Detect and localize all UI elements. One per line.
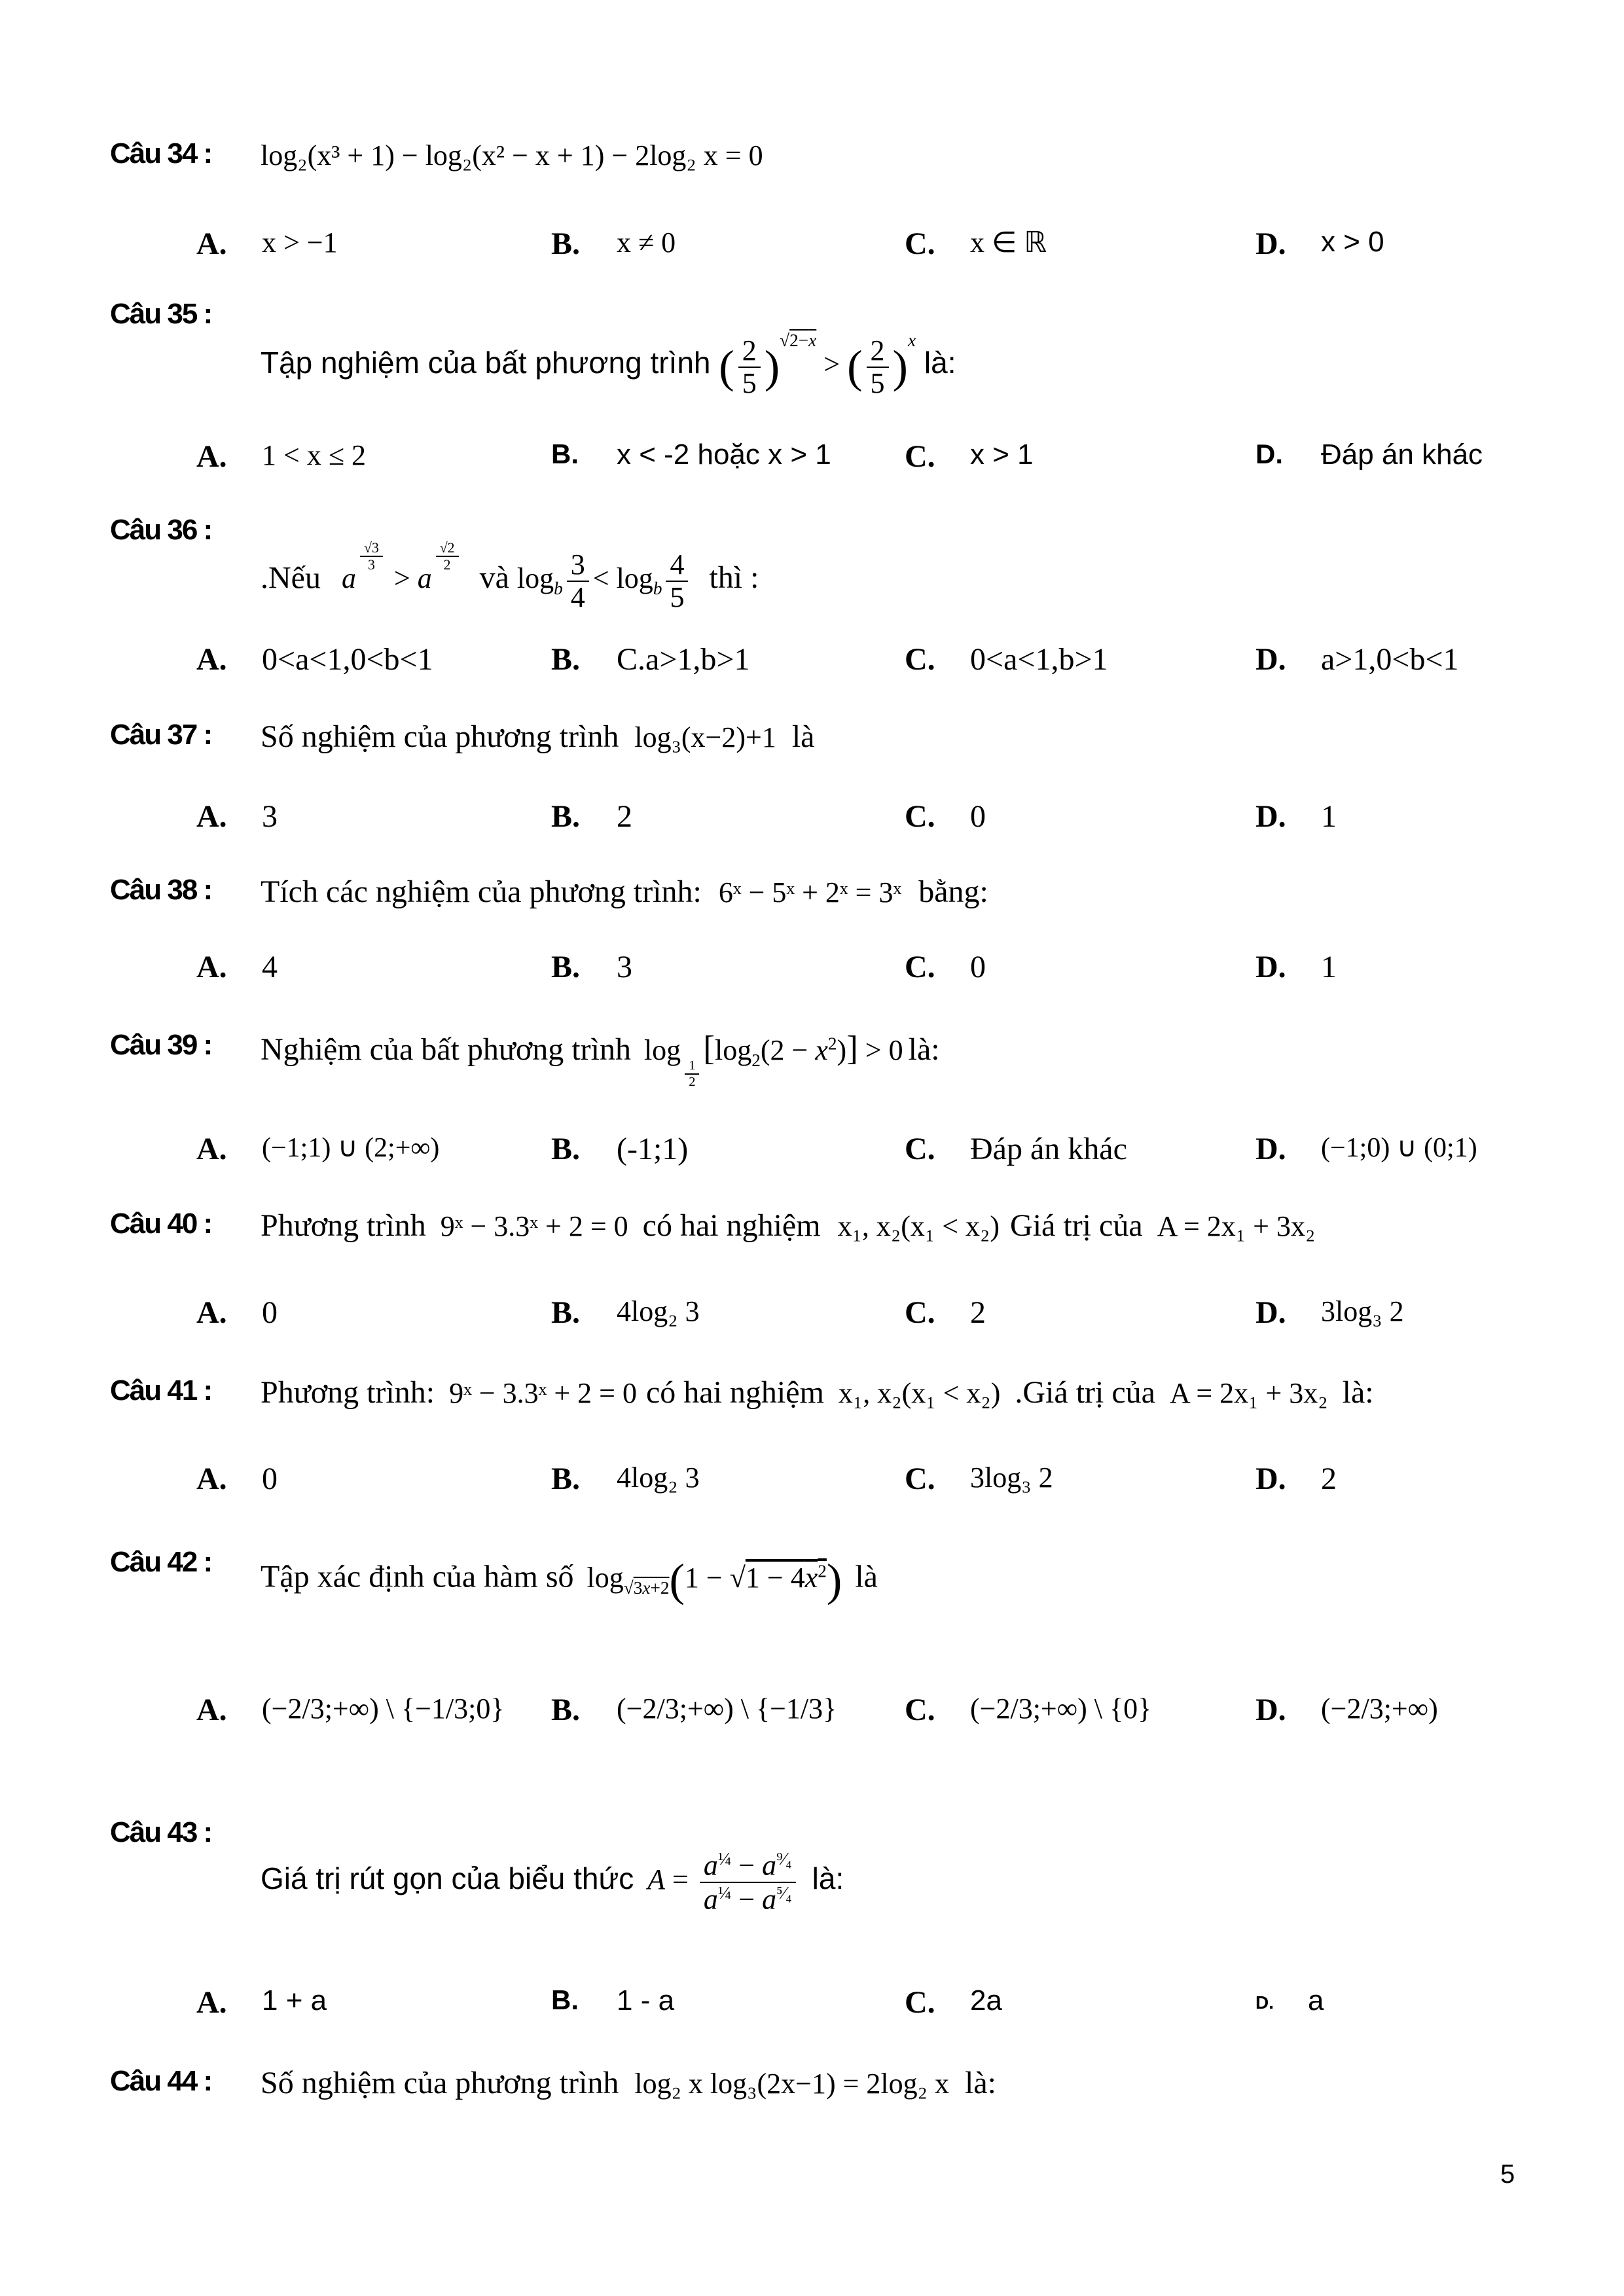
question-stem: Giá trị rút gọn của biểu thức A = $\frac{a^{\frac{1}{4}} - a^{^9⁄_4}}{a^{\frac{1}{4}} - a^{^5⁄_4}}$ là: (261, 1849, 844, 1916)
question-number: Câu 42 : (110, 1546, 212, 1578)
question-stem: log₂(x³ + 1) − log₂(x² − x + 1) − 2log₂ x = 0 (261, 139, 763, 171)
simplify-expression: A = $\frac{a^{\frac{1}{4}} - a^{^9⁄_4}}{a^{\frac{1}{4}} - a^{^5⁄_4}}$ (647, 1863, 807, 1895)
inequality-expression: ( $\frac{2}{5}$ )$^{√2-x}$ > ( $\frac{2}{5}$ )$^x$ (719, 331, 916, 399)
power-comparison: a $^{\frac{√3}{3}}$ > a $^{\frac{√2}{2}}$ (342, 562, 463, 594)
question-stem: Số nghiệm của phương trình log₃(x−2)+1 là (261, 719, 815, 754)
log-comparison: $\log_b$ $\frac{3}{4}$ < $\log_b$ $\frac{4}{5}$ (517, 562, 693, 594)
page-number: 5 (1500, 2160, 1515, 2189)
question-stem: Số nghiệm của phương trình log₂ x log₃(2x−1) = 2log₂ x là: (261, 2066, 996, 2100)
question-number: Câu 44 : (110, 2065, 212, 2097)
question-stem: Phương trình: 9ˣ − 3.3ˣ + 2 = 0 có hai nghiệm x₁, x₂(x₁ < x₂) .Giá trị của A = 2x₁ + 3x₂ là: (261, 1375, 1374, 1410)
question-stem: Tập nghiệm của bất phương trình ( $\frac{2}{5}$ )$^{√2-x}$ > ( $\frac{2}{5}$ )$^x$ là: (261, 331, 956, 399)
question-number: Câu 43 : (110, 1816, 212, 1848)
question-number: Câu 40 : (110, 1208, 212, 1240)
question-number: Câu 36 : (110, 514, 212, 546)
log-domain-expression: $\log_{√3x+2}(1 - √1 - 4x^2)$ (586, 1554, 842, 1605)
question-stem: .Nếu a $^{\frac{√3}{3}}$ > a $^{\frac{√2}{2}}$ và $\log_b$ $\frac{3}{4}$ < $\log_b$ $\frac{4}{5}$ thì : (261, 540, 759, 614)
question-stem: Nghiệm của bất phương trình log $_{\frac{1}{2}}$ $[\log_2(2 - x^2)] > 0$ là: (261, 1030, 940, 1089)
question-stem: Tập xác định của hàm số $\log_{√3x+2}(1 - √1 - 4x^2)$ là (261, 1554, 878, 1605)
question-number: Câu 41 : (110, 1374, 212, 1407)
question-stem: Tích các nghiệm của phương trình: 6ˣ − 5ˣ + 2ˣ = 3ˣ bằng: (261, 874, 988, 909)
question-number: Câu 37 : (110, 719, 212, 751)
question-stem: Phương trình 9ˣ − 3.3ˣ + 2 = 0 có hai nghiệm x₁, x₂(x₁ < x₂) Giá trị của A = 2x₁ + 3x₂ (261, 1208, 1316, 1243)
nested-log-expression: log $_{\frac{1}{2}}$ $[\log_2(2 - x^2)] > 0$ (643, 1030, 903, 1089)
question-number: Câu 39 : (110, 1029, 212, 1061)
question-number: Câu 35 : (110, 298, 212, 330)
question-number: Câu 38 : (110, 874, 212, 906)
question-number: Câu 34 : (110, 137, 212, 170)
